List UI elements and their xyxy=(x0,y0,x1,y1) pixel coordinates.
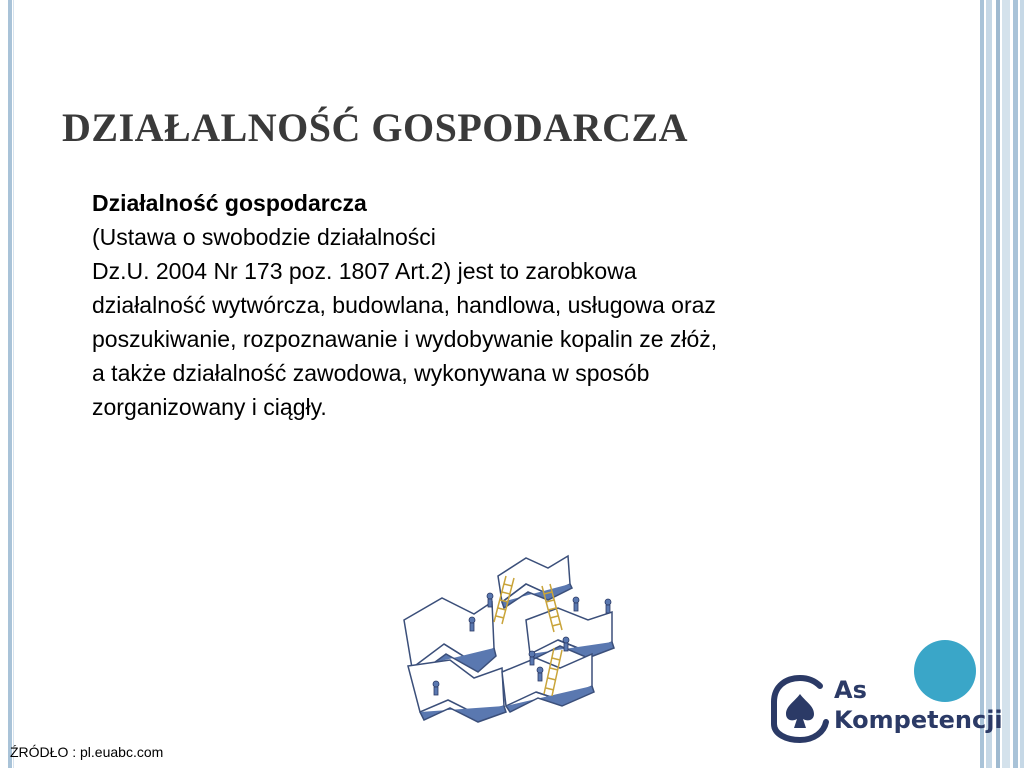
body-line: a także działalność zawodowa, wykonywana w sposób xyxy=(92,360,650,386)
as-kompetencji-logo xyxy=(768,668,1003,744)
logo-text-as: As xyxy=(834,676,867,704)
slide-title: DZIAŁALNOŚĆ GOSPODARCZA xyxy=(62,105,689,150)
left-border-rule-inner xyxy=(13,0,14,768)
source-caption: ŹRÓDŁO : pl.euabc.com xyxy=(10,744,164,760)
body-line: Dz.U. 2004 Nr 173 poz. 1807 Art.2) jest to zarobkowa xyxy=(92,258,637,284)
body-line: poszukiwanie, rozpoznawanie i wydobywanie kopalin ze złóż, xyxy=(92,326,718,352)
books-ladders-illustration xyxy=(398,536,636,736)
left-border-rule xyxy=(8,0,12,768)
body-line: (Ustawa o swobodzie działalności xyxy=(92,224,436,250)
logo-text-kompetencji: Kompetencji xyxy=(834,706,1003,734)
body-text xyxy=(92,186,892,424)
body-line: zorganizowany i ciągły. xyxy=(92,394,327,420)
right-stripe-decoration xyxy=(976,0,1024,768)
body-lead: Działalność gospodarcza xyxy=(92,190,367,216)
body-line: działalność wytwórcza, budowlana, handlowa, usługowa oraz xyxy=(92,292,716,318)
spade-in-frame-icon xyxy=(768,672,832,744)
